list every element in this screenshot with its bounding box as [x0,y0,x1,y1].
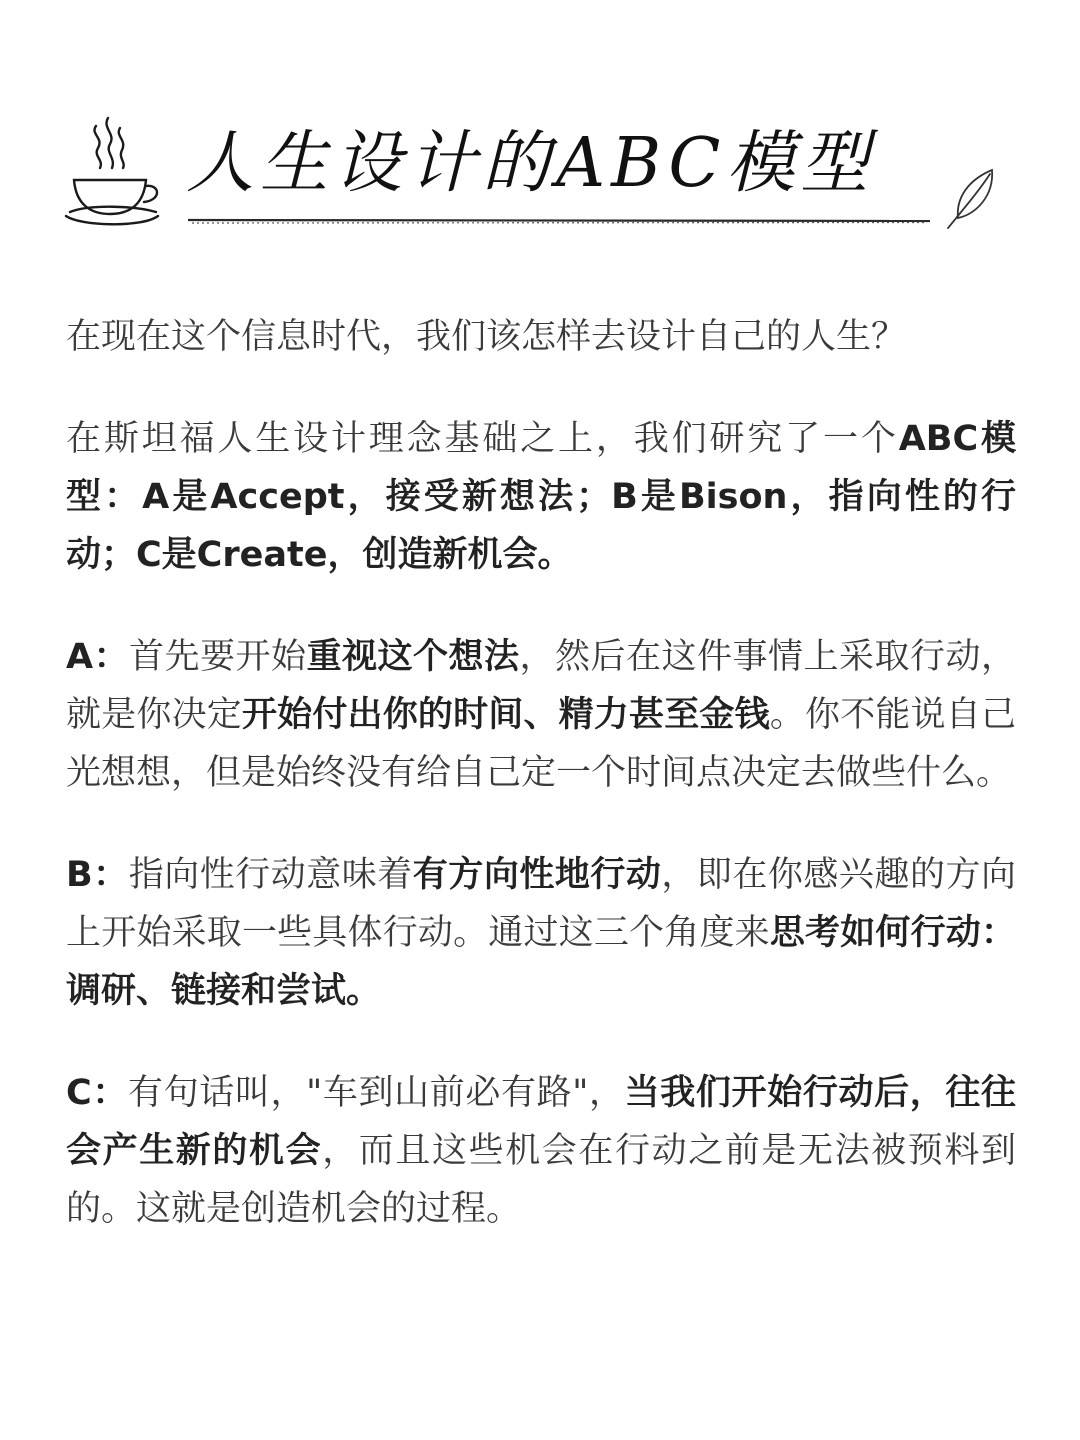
emphasis-text: A： [66,637,130,677]
title-underline [188,216,930,226]
intro-question [66,308,1016,366]
emphasis-text: ABC模型：A是Accept，接受新想法；B是Bison，指向性的行动；C是Create，创造新机会。 [66,419,1016,575]
body-text: ，然后在这件事情上采取行动，就是你决定 [66,637,1016,735]
abc-model-overview [66,410,1016,584]
body-text: ，而且这些机会在行动之前是无法被预料到的。这就是创造机会的过程。 [66,1131,1016,1229]
coffee-cup-icon [60,108,165,228]
emphasis-text: 重视这个想法 [306,637,520,677]
emphasis-text: B： [66,855,129,895]
article-body [66,308,1016,1282]
emphasis-text: 开始付出你的时间、精力甚至金钱 [241,695,770,735]
section-b [66,846,1016,1020]
section-a [66,628,1016,802]
emphasis-text: 思考如何行动：调研、链接和尝试。 [66,913,1016,1011]
body-text: 首先要开始 [129,637,307,677]
emphasis-text: 有方向性地行动 [412,855,662,895]
leaf-icon [942,166,1002,232]
body-text: 。你不能说自己光想想，但是始终没有给自己定一个时间点决定去做些什么。 [66,695,1016,793]
page-title: 人生设计的ABC模型 [186,124,875,203]
section-c [66,1064,1016,1238]
emphasis-text: C： [66,1073,128,1113]
body-text: 在斯坦福人生设计理念基础之上，我们研究了一个 [66,419,899,459]
body-text: 在现在这个信息时代，我们该怎样去设计自己的人生？ [66,317,907,357]
page-header [0,100,1080,240]
body-text: 有句话叫，"车到山前必有路"， [127,1073,625,1113]
body-text: ，即在你感兴趣的方向上开始采取一些具体行动。通过这三个角度来 [66,855,1016,953]
emphasis-text: 当我们开始行动后，往往会产生新的机会 [66,1073,1016,1171]
body-text: 指向性行动意味着 [128,855,413,895]
